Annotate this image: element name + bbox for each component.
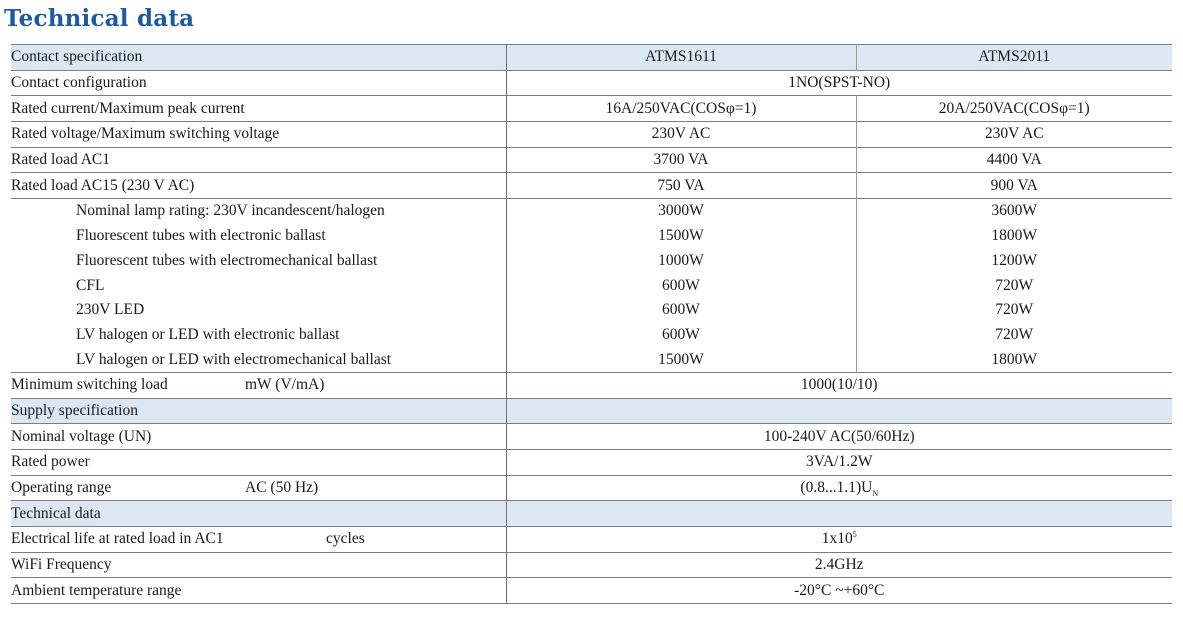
row-label: WiFi Frequency: [11, 552, 506, 578]
row-value-merged: 3VA/1.2W: [506, 450, 1172, 476]
row-value-a: 16A/250VAC(COSφ=1): [506, 96, 856, 122]
row-label: Contact configuration: [11, 70, 506, 96]
row-value-a: 600W: [506, 298, 856, 323]
section-label: Supply specification: [11, 398, 506, 424]
table-row: [11, 578, 1172, 604]
row-value-a: 600W: [506, 323, 856, 348]
row-label-text: Operating range: [11, 479, 112, 497]
table-row: [11, 199, 1172, 224]
table-header-row: [11, 45, 1172, 71]
row-value-b: 20A/250VAC(COSφ=1): [856, 96, 1172, 122]
row-label-unit: cycles: [326, 530, 365, 548]
electrical-life-exponent: 5: [852, 530, 857, 540]
row-value-merged: 1000(10/10): [506, 372, 1172, 398]
table-row: [11, 527, 1172, 553]
row-label: Fluorescent tubes with electronic ballast: [11, 224, 506, 249]
row-value-a: 750 VA: [506, 173, 856, 199]
row-label: LV halogen or LED with electromechanical ballast: [11, 347, 506, 372]
row-label: Rated voltage/Maximum switching voltage: [11, 122, 506, 148]
table-row: [11, 70, 1172, 96]
table-row: [11, 249, 1172, 274]
table-row: [11, 273, 1172, 298]
row-label: [11, 372, 506, 398]
row-value-b: 720W: [995, 301, 1034, 319]
technical-data-table: [11, 44, 1172, 604]
row-value-b: 1800W: [991, 350, 1038, 368]
row-value-a: 230V AC: [506, 122, 856, 148]
row-label: Rated power: [11, 450, 506, 476]
row-label-text: Electrical life at rated load in AC1: [11, 530, 224, 548]
row-value-merged: 1NO(SPST-NO): [506, 70, 1172, 96]
table-row: [11, 224, 1172, 249]
section-header-row: [11, 398, 1172, 424]
section-value: [506, 501, 1172, 527]
row-label-text: Minimum switching load: [11, 376, 168, 394]
page-title: Technical data: [4, 5, 195, 32]
row-label: 230V LED: [11, 298, 506, 323]
row-value-b: 1200W: [991, 251, 1038, 269]
section-value: [506, 398, 1172, 424]
table-row: [11, 173, 1172, 199]
row-value-merged: -20°C ~+60°C: [506, 578, 1172, 604]
table-row: [11, 347, 1172, 372]
electrical-life-value: 1x10: [821, 530, 853, 548]
table-row: [11, 323, 1172, 348]
row-value-a: 3700 VA: [506, 147, 856, 173]
row-label: Rated load AC15 (230 V AC): [11, 173, 506, 199]
row-label: Rated current/Maximum peak current: [11, 96, 506, 122]
row-value-b: 3600W: [856, 199, 1172, 224]
row-value-b: 230V AC: [856, 122, 1172, 148]
row-value-a: 1500W: [506, 347, 856, 372]
table-row: [11, 122, 1172, 148]
table-row: [11, 372, 1172, 398]
row-value-merged: 100-240V AC(50/60Hz): [506, 424, 1172, 450]
table-row: [11, 147, 1172, 173]
row-value-merged: [506, 475, 1172, 501]
row-value-b: 4400 VA: [856, 147, 1172, 173]
section-header-row: [11, 501, 1172, 527]
header-model-b: ATMS2011: [856, 45, 1172, 71]
row-label: Fluorescent tubes with electromechanical ballast: [11, 249, 506, 274]
row-value-b: 1800W: [991, 227, 1038, 245]
row-label-unit: mW (V/mA): [245, 376, 325, 394]
row-value-a: 1000W: [506, 249, 856, 274]
row-label: Ambient temperature range: [11, 578, 506, 604]
row-value-merged: [506, 527, 1172, 553]
row-label: LV halogen or LED with electronic ballast: [11, 323, 506, 348]
row-label-unit: AC (50 Hz): [245, 479, 319, 497]
section-label: Technical data: [11, 501, 506, 527]
row-value-b: 900 VA: [856, 173, 1172, 199]
row-label: CFL: [11, 273, 506, 298]
table-row: [11, 450, 1172, 476]
table-row: [11, 298, 1172, 323]
table-row: [11, 96, 1172, 122]
row-value-a: 1500W: [506, 224, 856, 249]
row-value-a: 3000W: [506, 199, 856, 224]
row-label: Rated load AC1: [11, 147, 506, 173]
row-value-merged: 2.4GHz: [506, 552, 1172, 578]
operating-range-subscript: N: [872, 489, 879, 499]
row-value-b: 720W: [995, 276, 1034, 294]
row-label: Nominal voltage (UN): [11, 424, 506, 450]
row-label: [11, 475, 506, 501]
table-row: [11, 552, 1172, 578]
table-row: [11, 475, 1172, 501]
operating-range-value: (0.8...1.1)U: [800, 479, 873, 497]
row-value-b: 720W: [995, 325, 1034, 343]
row-label: Nominal lamp rating: 230V incandescent/halogen: [11, 199, 506, 224]
header-model-a: ATMS1611: [506, 45, 856, 71]
row-label: [11, 527, 506, 553]
table-row: [11, 424, 1172, 450]
row-value-a: 600W: [506, 273, 856, 298]
header-label: Contact specification: [11, 45, 506, 71]
